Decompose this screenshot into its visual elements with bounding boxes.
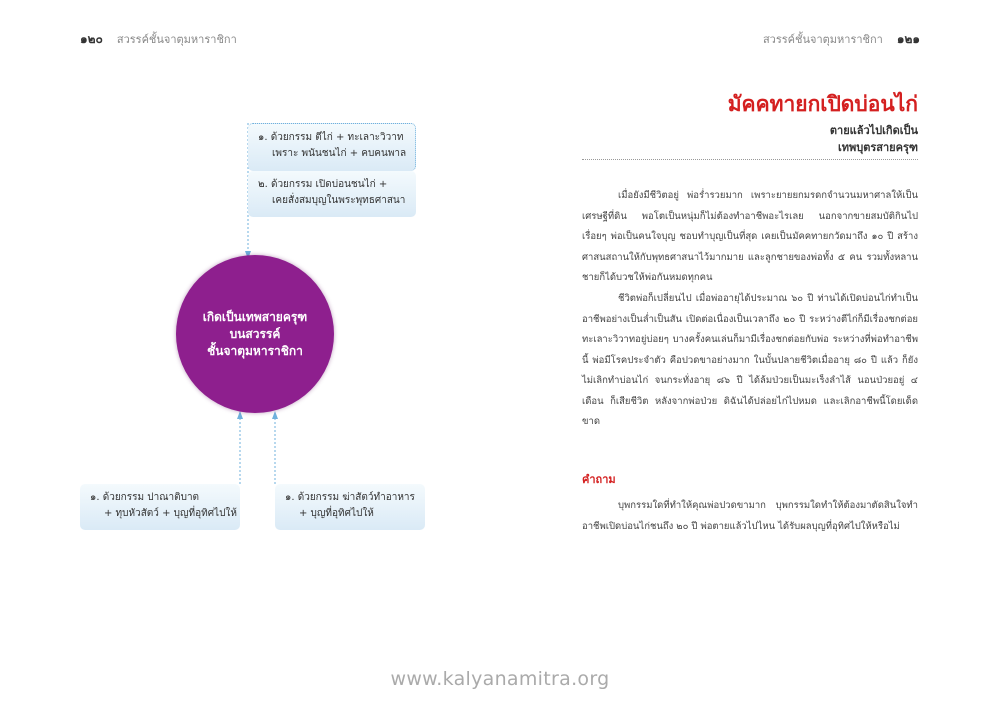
right-page-number: ๑๒๑ <box>896 32 920 46</box>
title-divider <box>582 159 918 160</box>
subtitle-line: ตายแล้วไปเกิดเป็น <box>829 124 918 137</box>
story-paragraph-1: เมื่อยังมีชีวิตอยู่ พ่อร่ำรวยมาก เพราะยายยกมรดกจำนวนมหาศาลให้เป็นเศรษฐีที่ดิน พอโตเป็นหนุ่มก็ไม่ต้องทำอาชีพอะไรเลย นอกจากขายสมบัติกินไปเรื่อยๆ พ่อเป็นคนใจบุญ ชอบทำบุญเป็นที่สุด เคยเป็นมัคคทายกวัดมาถึง ๑๐ ปี สร้างศาสนสถานให้กับพุทธศาสนาไว้มากมาย และลูกชายของพ่อทั้ง ๕ คน รวมทั้งหลานชายก็ได้บวชให้พ่อกันหมดทุกคน <box>582 190 918 283</box>
circle-line: บนสวรรค์ <box>229 326 281 341</box>
left-running-title: สวรรค์ชั้นจาตุมหาราชิกา <box>116 33 237 46</box>
circle-line: ชั้นจาตุมหาราชิกา <box>207 343 303 358</box>
right-running-title: สวรรค์ชั้นจาตุมหาราชิกา <box>762 33 883 46</box>
circle-line: เกิดเป็นเทพสายครุฑ <box>202 309 308 324</box>
article-subtitle <box>830 122 918 156</box>
cause-box-line: เพราะ พนันชนไก่ + คบคนพาล <box>272 148 407 159</box>
cause-box-line: ๒. ด้วยกรรม เปิดบ่อนชนไก่ + <box>258 179 388 190</box>
article-title: มัคคทายกเปิดบ่อนไก่ <box>727 92 918 116</box>
cause-box-line: ๑. ด้วยกรรม ตีไก่ + ทะเลาะวิวาท <box>258 132 404 143</box>
cause-box-line: + บุญที่อุทิศไปให้ <box>299 508 374 519</box>
cause-box-top-2 <box>248 171 416 217</box>
left-page-number: ๑๒๐ <box>80 32 103 46</box>
cause-box-top-1 <box>248 123 416 171</box>
question-label: คำถาม <box>582 473 616 486</box>
cause-box-line: ๑. ด้วยกรรม ฆ่าสัตว์ทำอาหาร <box>285 492 415 503</box>
cause-box-line: ๑. ด้วยกรรม ปาณาติบาต <box>90 492 200 503</box>
cause-box-line: + ทุบหัวสัตว์ + บุญที่อุทิศไปให้ <box>104 508 237 519</box>
rebirth-result-circle <box>176 255 334 413</box>
cause-box-bottom-left <box>80 484 240 530</box>
cause-box-bottom-right <box>275 484 425 530</box>
question-paragraph: บุพกรรมใดที่ทำให้คุณพ่อปวดขามาก บุพกรรมใดทำให้ต้องมาตัดสินใจทำอาชีพเปิดบ่อนไก่ชนถึง ๒๐ ปี พ่อตายแล้วไปไหน ได้รับผลบุญที่อุทิศไปให้หรือไม่ <box>582 500 918 532</box>
cause-box-line: เคยสั่งสมบุญในพระพุทธศาสนา <box>272 195 406 206</box>
footer-website: www.kalyanamitra.org <box>390 668 610 690</box>
subtitle-line: เทพบุตรสายครุฑ <box>837 141 918 154</box>
story-paragraph-2: ชีวิตพ่อก็เปลี่ยนไป เมื่อพ่ออายุได้ประมาณ ๖๐ ปี ท่านได้เปิดบ่อนไก่ทำเป็นอาชีพอย่างเป็นล่ำเป็นสัน เปิดต่อเนื่องเป็นเวลาถึง ๒๐ ปี ระหว่างตีไก่ก็มีเรื่องชกต่อยทะเลาะวิวาทอยู่บ่อยๆ บางครั้งคนเล่นก็มามีเรื่องชกต่อยกับพ่อ ระหว่างที่พ่อทำอาชีพนี้ พ่อมีโรคประจำตัว คือปวดขาอย่างมาก ในบั้นปลายชีวิตเมื่ออายุ ๘๐ ปี แล้ว ก็ยังไม่เลิกทำบ่อนไก่ จนกระทั่งอายุ ๘๖ ปี ได้ล้มป่วยเป็นมะเร็งลำไส้ นอนป่วยอยู่ ๔ เดือน ก็เสียชีวิต หลังจากพ่อป่วย ดิฉันได้ปล่อยไก่ไปหมด และเลิกอาชีพนี้โดยเด็ดขาด <box>582 293 918 427</box>
